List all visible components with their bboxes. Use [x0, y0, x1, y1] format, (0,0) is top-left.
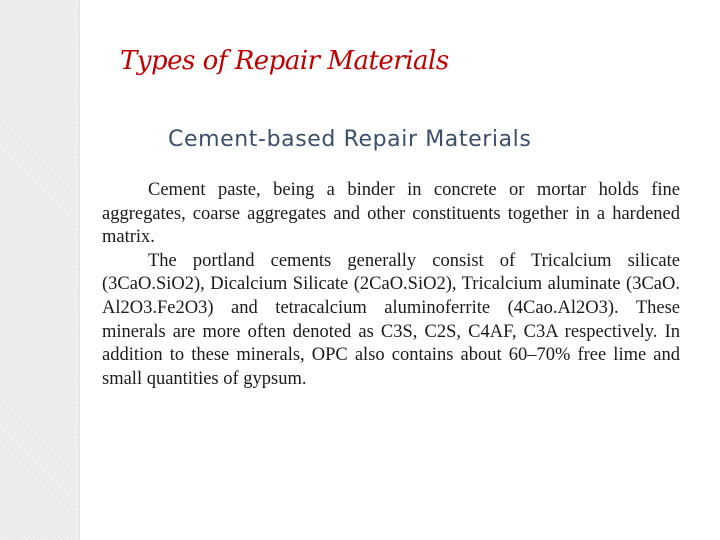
slide-body [102, 179, 680, 391]
body-paragraph-cement-paste: Cement paste, being a binder in concrete or mortar holds fine aggregates, coarse aggregates and other constituents together in a hardened matrix. [102, 180, 680, 248]
slide-divider [79, 0, 80, 540]
slide-left-band [0, 0, 80, 540]
body-paragraph-portland-cements: The portland cements generally consist of Tricalcium silicate (3CaO.SiO2), Dicalcium Silicate (2CaO.SiO2), Tricalcium aluminate (3CaO. Al2O3.Fe2O3) and tetracalcium aluminoferrite (4Cao.Al2O3). These minerals are more often denoted as C3S, C2S, C4AF, C3A respectively. In addition to these minerals, OPC also contains about 60–70% free lime and small quantities of gypsum. [102, 250, 680, 389]
slide-subtitle: Cement-based Repair Materials [168, 127, 532, 152]
slide-title: Types of Repair Materials [120, 46, 449, 76]
